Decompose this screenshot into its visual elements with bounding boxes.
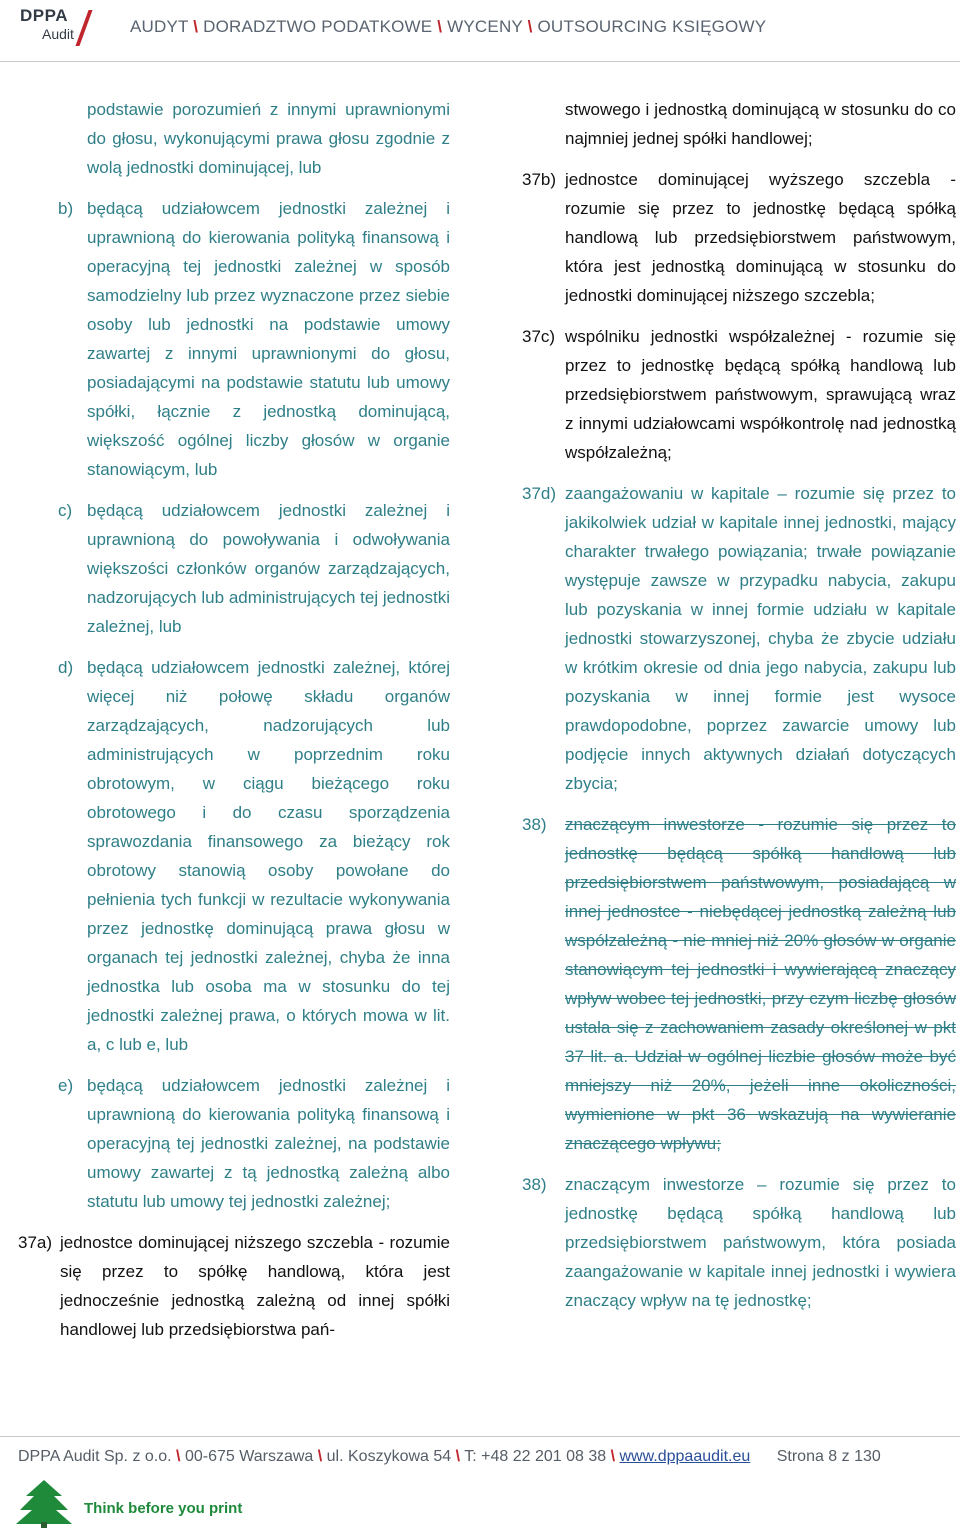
footer-separator: \ <box>610 1448 616 1465</box>
footer-separator: \ <box>176 1448 181 1465</box>
logo-slash-icon <box>75 10 92 46</box>
item-label: c) <box>58 501 73 520</box>
footer-contact <box>18 1448 881 1466</box>
footer-divider <box>0 1436 960 1437</box>
definition-label: 38) <box>522 815 547 834</box>
definition-label: 37c) <box>522 327 556 346</box>
list-item-e <box>18 1071 450 1216</box>
continued-paragraph: stwowego i jednostką dominującą w stosunku do co najmniej jednej spółki handlowej; <box>565 100 956 148</box>
definition-label: 37d) <box>522 484 557 503</box>
left-column <box>18 95 450 1356</box>
item-label: e) <box>58 1076 74 1095</box>
definition-text: wspólniku jednostki współzależnej - rozumie się przez to jednostkę będącą spółką handlową lub przedsiębiorstwem państwowym, sprawującą wraz z innymi udziałowcami współkontrolę nad jednostką współzależną; <box>565 327 956 462</box>
definition-text: jednostce dominującej wyższego szczebla - rozumie się przez to jednostkę będącą spółką handlową lub przedsiębiorstwem państwowym, która jest jednostką dominującą w stosunku do jednostki dominującej niższego szczebla; <box>565 170 956 305</box>
definition-38-new <box>522 1170 956 1315</box>
footer-separator: \ <box>317 1448 323 1465</box>
logo-line1: DPPA <box>20 6 68 25</box>
nav-separator: \ <box>193 17 199 36</box>
nav-item-audit: AUDYT <box>130 17 189 36</box>
definition-label: 38) <box>522 1175 547 1194</box>
definition-label: 37b) <box>522 170 557 189</box>
logo-line2: Audit <box>42 26 74 42</box>
definition-text: znaczącym inwestorze - rozumie się przez to jednostkę będącą spółką handlową lub przedsiębiorstwem państwowym, posiadającą w innej jednostce - niebędącej jednostką zależną lub współzależną - nie mniej niż 20% głosów w organie stanowiącym tej jednostki i wywierającą znaczący wpływ wobec tej jednostki, przy czym liczbę głosów ustala się z zachowaniem zasady określonej w pkt 37 lit. a. Udział w ogólnej liczbie głosów może być mniejszy niż 20%, jeżeli inne okoliczności, wymienione w pkt 36 wskazują na wywieranie znaczącego wpływu; <box>565 815 956 1153</box>
definition-text: znaczącym inwestorze – rozumie się przez to jednostkę będącą spółką handlową lub przedsiębiorstwem państwowym, która posiada zaangażowanie w kapitale innej jednostki i wywiera znaczący wpływ na tę jednostkę; <box>565 1175 956 1310</box>
item-label: b) <box>58 199 74 218</box>
list-item-c <box>18 496 450 641</box>
item-text: będącą udziałowcem jednostki zależnej i uprawnioną do powoływania i odwoływania większości członków organów zarządzających, nadzorujących lub administrujących tej jednostki zależnej, lub <box>87 501 450 636</box>
item-text: będącą udziałowcem jednostki zależnej, której więcej niż połowę składu organów zarządzających, nadzorujących lub administrujących w poprzednim roku obrotowym, w ciągu bieżącego roku obrotowego i do czasu sporządzenia sprawozdania finansowego za bieżący rok obrotowy stanowią osoby powołane do pełnienia tych funkcji w rezultacie wykonywania przez jednostkę dominującą prawa głosu w organach tej jednostki zależnej, chyba że inna jednostka lub osoba ma w stosunku do tej jednostki zależnej prawa, o których mowa w lit. a, c lub e, lub <box>87 658 450 1054</box>
footer-phone: T: +48 22 201 08 38 <box>464 1448 607 1465</box>
definition-38-deleted <box>522 810 956 1158</box>
nav-separator: \ <box>437 17 443 36</box>
page-footer <box>0 1436 960 1529</box>
item-label: d) <box>58 658 74 677</box>
nav-item-tax: DORADZTWO PODATKOWE <box>203 17 433 36</box>
tree-icon <box>14 1478 74 1528</box>
nav-separator: \ <box>527 17 533 36</box>
slogan: Think before you print <box>84 1500 243 1517</box>
footer-address-street: ul. Koszykowa 54 <box>326 1448 452 1465</box>
page-number: Strona 8 z 130 <box>776 1448 881 1465</box>
nav-item-outsourcing: OUTSOURCING KSIĘGOWY <box>537 17 767 36</box>
definition-37b <box>522 165 956 310</box>
item-text: będącą udziałowcem jednostki zależnej i uprawnioną do kierowania polityką finansową i operacyjną tej jednostki zależnej w sposób samodzielny lub przez wyznaczone przez siebie osoby lub jednostki na podstawie umowy zawartej z innymi uprawnionymi do głosu, posiadającymi na podstawie statutu lub umowy spółki, łącznie z jednostką dominującą, większość ogólnej liczby głosów w organie stanowiącym, lub <box>87 199 450 479</box>
footer-website-link[interactable]: www.dppaaudit.eu <box>619 1448 751 1465</box>
continued-paragraph: podstawie porozumień z innymi uprawnionymi do głosu, wykonującymi prawa głosu zgodnie z wolą jednostki dominującej, lub <box>87 100 450 177</box>
list-item-b <box>18 194 450 484</box>
definition-text: zaangażowaniu w kapitale – rozumie się przez to jakikolwiek udział w kapitale innej jednostki, mający charakter trwałego powiązania; trwałe powiązanie występuje zawsze w przypadku nabycia, zakupu lub pozyskania w innej formie udziału w kapitale jednostki stowarzyszonej, chyba że zbycie udziału w krótkim okresie od dnia jego nabycia, zakupu lub pozyskania w innej formie jest wysoce prawdopodobne, poprzez zawarcie umowy lub podjęcie innych aktywnych działań dotyczących zbycia; <box>565 484 956 793</box>
dppa-audit-logo <box>12 6 102 46</box>
header-services <box>130 17 766 37</box>
footer-address-city: 00-675 Warszawa <box>184 1448 314 1465</box>
definition-text: jednostce dominującej niższego szczebla - rozumie się przez to spółkę handlową, która jest jednocześnie jednostką zależną od innej spółki handlowej lub przedsiębiorstwa pań- <box>60 1233 450 1339</box>
definition-label: 37a) <box>18 1233 53 1252</box>
definition-37c <box>522 322 956 467</box>
list-item-d <box>18 653 450 1059</box>
item-text: będącą udziałowcem jednostki zależnej i uprawnioną do kierowania polityką finansową i operacyjną tej jednostki zależnej, na podstawie umowy zawartej z tą jednostką zależną albo statutu lub umowy tej jednostki zależnej; <box>87 1076 450 1211</box>
footer-company: DPPA Audit Sp. z o.o. <box>18 1448 172 1465</box>
footer-separator: \ <box>455 1448 461 1465</box>
header-divider <box>0 61 960 62</box>
definition-37d <box>522 479 956 798</box>
right-column <box>522 95 956 1327</box>
definition-37a <box>18 1228 450 1344</box>
page-header <box>0 0 960 62</box>
nav-item-valuation: WYCENY <box>447 17 523 36</box>
